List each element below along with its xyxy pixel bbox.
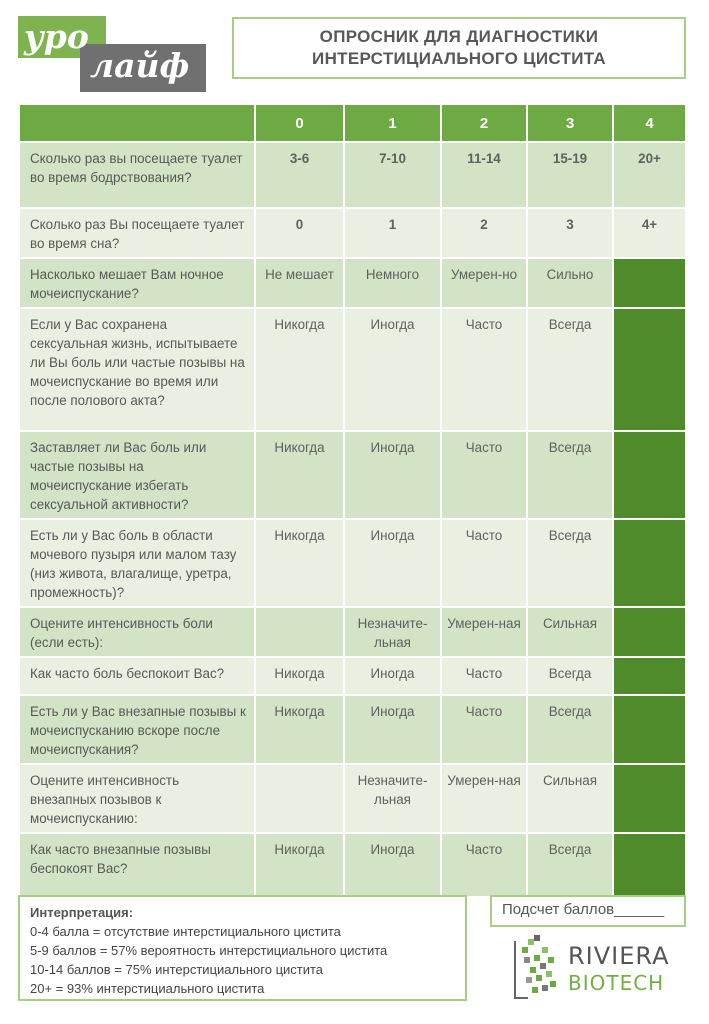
page-title-line2: ИНТЕРСТИЦИАЛЬНОГО ЦИСТИТА [312,49,606,68]
question-cell: Если у Вас сохранена сексуальная жизнь, испытываете ли Вы боль или частые позывы на мочеиспускание во время или после полового акта? [19,308,255,431]
question-cell: Как часто внезапные позывы беспокоят Вас? [19,833,255,897]
answer-cell: 3 [527,208,613,258]
interpretation-title: Интерпретация: [30,905,134,920]
answer-cell-filled [613,607,686,657]
question-cell: Сколько раз вы посещаете туалет во время бодрствования? [19,142,255,208]
question-cell: Есть ли у Вас боль в области мочевого пузыря или малом тазу (низ живота, влагалище, уретра, промежность)? [19,519,255,607]
page-title-line1: ОПРОСНИК ДЛЯ ДИАГНОСТИКИ [319,27,599,46]
answer-cell: Всегда [527,308,613,431]
logo-text-line1: уро [24,17,89,56]
header-cell-question [19,104,255,142]
answer-cell [255,764,344,833]
answer-cell: Сильная [527,764,613,833]
table-row [19,607,686,657]
header-cell-score: 4 [613,104,686,142]
answer-cell: Умерен-но [441,258,527,308]
answer-cell-filled [613,657,686,695]
brand-name-line2: BIOTECH [568,971,665,995]
answer-cell: 0 [255,208,344,258]
interpretation-line: 5-9 баллов = 57% вероятность интерстициального цистита [30,943,388,958]
interpretation-line: 10-14 баллов = 75% интерстициального цистита [30,962,324,977]
header-cell-score: 3 [527,104,613,142]
answer-cell: Часто [441,431,527,519]
table-row [19,258,686,308]
interpretation-box [18,895,467,1001]
answer-cell: 3-6 [255,142,344,208]
answer-cell: Всегда [527,519,613,607]
brand-name-line1: RIVIERA [568,942,670,970]
answer-cell: Всегда [527,431,613,519]
answer-cell: Не мешает [255,258,344,308]
answer-cell: Умерен-ная [441,607,527,657]
riviera-biotech-logo [512,933,692,1003]
table-row [19,208,686,258]
answer-cell: 7-10 [344,142,441,208]
answer-cell: Никогда [255,308,344,431]
answer-cell: Часто [441,833,527,897]
question-cell: Оцените интенсивность боли (если есть): [19,607,255,657]
answer-cell-filled [613,308,686,431]
interpretation-line: 20+ = 93% интерстициального цистита [30,981,265,996]
answer-cell-filled [613,258,686,308]
answer-cell: Иногда [344,519,441,607]
answer-cell-filled [613,764,686,833]
question-cell: Как часто боль беспокоит Вас? [19,657,255,695]
table-row [19,142,686,208]
answer-cell: Незначите-льная [344,607,441,657]
question-cell: Оцените интенсивность внезапных позывов к мочеиспусканию: [19,764,255,833]
table-header-row [19,104,686,142]
answer-cell-filled [613,519,686,607]
answer-cell: 11-14 [441,142,527,208]
answer-cell: Иногда [344,833,441,897]
question-cell: Насколько мешает Вам ночное мочеиспускание? [19,258,255,308]
answer-cell: Иногда [344,657,441,695]
answer-cell: Иногда [344,695,441,764]
answer-cell-filled [613,833,686,897]
answer-cell: Всегда [527,833,613,897]
answer-cell-filled [613,431,686,519]
answer-cell: Никогда [255,657,344,695]
interpretation-line: 0-4 балла = отсутствие интерстициального цистита [30,924,341,939]
answer-cell: Немного [344,258,441,308]
answer-cell: Часто [441,519,527,607]
answer-cell: Часто [441,657,527,695]
answer-cell: Никогда [255,833,344,897]
answer-cell: Иногда [344,431,441,519]
answer-cell [255,607,344,657]
answer-cell: Сильная [527,607,613,657]
answer-cell: Всегда [527,657,613,695]
table-row [19,833,686,897]
answer-cell: 4+ [613,208,686,258]
table-row [19,308,686,431]
answer-cell: Сильно [527,258,613,308]
answer-cell: Всегда [527,695,613,764]
answer-cell: 2 [441,208,527,258]
answer-cell: Никогда [255,431,344,519]
answer-cell: Никогда [255,519,344,607]
answer-cell: 20+ [613,142,686,208]
table-row [19,431,686,519]
score-box [490,895,686,927]
page-title-box [232,17,686,79]
answer-cell: Часто [441,695,527,764]
question-cell: Есть ли у Вас внезапные позывы к мочеиспусканию вскоре после мочеиспускания? [19,695,255,764]
question-cell: Заставляет ли Вас боль или частые позывы на мочеиспускание избегать сексуальной активности? [19,431,255,519]
logo-text-line2: лайф [90,46,190,85]
answer-cell: Иногда [344,308,441,431]
table-row [19,657,686,695]
table-row [19,519,686,607]
answer-cell: Часто [441,308,527,431]
score-label: Подсчет баллов______ [502,901,665,918]
answer-cell-filled [613,695,686,764]
answer-cell: Незначите-льная [344,764,441,833]
answer-cell: Никогда [255,695,344,764]
uro-life-logo [18,16,206,85]
answer-cell: 1 [344,208,441,258]
answer-cell: Умерен-ная [441,764,527,833]
question-cell: Сколько раз Вы посещаете туалет во время сна? [19,208,255,258]
answer-cell: 15-19 [527,142,613,208]
header-cell-score: 0 [255,104,344,142]
header-cell-score: 2 [441,104,527,142]
header-cell-score: 1 [344,104,441,142]
dna-logo-icon [512,933,562,1003]
table-row [19,764,686,833]
table-row [19,695,686,764]
questionnaire-table [18,103,687,898]
